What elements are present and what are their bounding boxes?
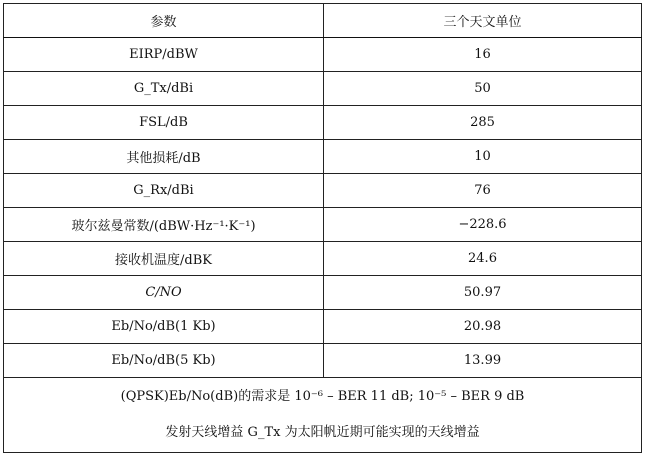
header-parameter: 参数 <box>4 4 324 38</box>
param-cell: FSL/dB <box>4 106 324 140</box>
param-cell: Eb/No/dB(1 Kb) <box>4 310 324 344</box>
value-cell: 24.6 <box>324 242 642 276</box>
param-cell: 接收机温度/dBK <box>4 242 324 276</box>
value-cell: −228.6 <box>324 208 642 242</box>
table-row <box>4 310 642 344</box>
param-cell: C/NO <box>4 276 324 310</box>
note-requirement: (QPSK)Eb/No(dB)的需求是 10⁻⁶ – BER 11 dB; 10⁻⁵ – BER 9 dB <box>120 389 525 404</box>
table-row <box>4 242 642 276</box>
table-row <box>4 38 642 72</box>
param-cell: G_Tx/dBi <box>4 72 324 106</box>
value-cell: 13.99 <box>324 344 642 378</box>
table-row <box>4 208 642 242</box>
value-cell: 50 <box>324 72 642 106</box>
table-row <box>4 174 642 208</box>
value-cell: 10 <box>324 140 642 174</box>
value-cell: 20.98 <box>324 310 642 344</box>
param-cell: 玻尔兹曼常数/(dBW·Hz⁻¹·K⁻¹) <box>4 208 324 242</box>
table-row <box>4 106 642 140</box>
table-header-row <box>4 4 642 38</box>
value-cell: 285 <box>324 106 642 140</box>
table-row <box>4 344 642 378</box>
notes-cell <box>4 378 642 453</box>
table-row <box>4 140 642 174</box>
value-cell: 76 <box>324 174 642 208</box>
note-antenna-gain: 发射天线增益 G_Tx 为太阳帆近期可能实现的天线增益 <box>165 425 480 440</box>
header-three-au: 三个天文单位 <box>324 4 642 38</box>
param-cell: G_Rx/dBi <box>4 174 324 208</box>
table-row <box>4 72 642 106</box>
value-cell: 50.97 <box>324 276 642 310</box>
notes-row <box>4 378 642 453</box>
value-cell: 16 <box>324 38 642 72</box>
param-cell: 其他损耗/dB <box>4 140 324 174</box>
table-row <box>4 276 642 310</box>
param-cell: Eb/No/dB(5 Kb) <box>4 344 324 378</box>
param-cell: EIRP/dBW <box>4 38 324 72</box>
parameter-table <box>3 3 642 453</box>
